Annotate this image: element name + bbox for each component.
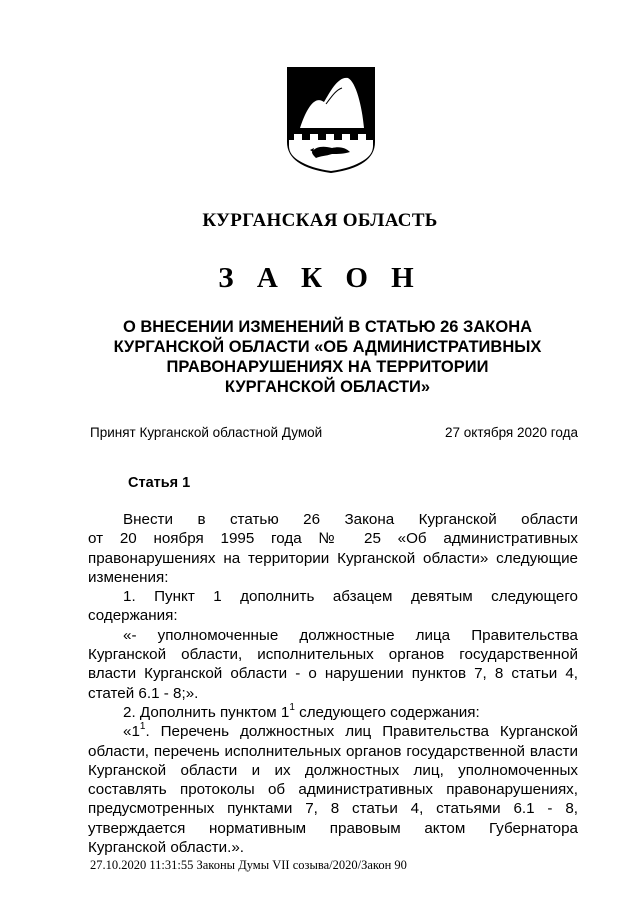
article-heading: Статья 1: [128, 475, 191, 491]
footer-stamp: 27.10.2020 11:31:55 Законы Думы VII созыва/2020/Закон 90: [90, 858, 407, 872]
paragraph-line: [88, 722, 578, 741]
law-title-line: КУРГАНСКОЙ ОБЛАСТИ «ОБ АДМИНИСТРАТИВНЫХ: [113, 338, 542, 356]
superscript: 1: [289, 701, 295, 713]
adopting-body: Принят Курганской областной Думой: [90, 425, 323, 440]
text-segment: 2. Дополнить пунктом 1: [123, 703, 290, 721]
region-name: КУРГАНСКАЯ ОБЛАСТЬ: [202, 210, 438, 231]
paragraph-line: утверждается нормативным правовым актом Губернатора: [88, 819, 578, 837]
law-title-line: О ВНЕСЕНИИ ИЗМЕНЕНИЙ В СТАТЬЮ 26 ЗАКОНА: [122, 318, 533, 336]
paragraph-line: Внести в статью 26 Закона Курганской области: [123, 511, 578, 528]
paragraph-line: от 20 ноября 1995 года № 25 «Об административных: [88, 530, 578, 548]
paragraph-line: 1. Пункт 1 дополнить абзацем девятым следующего: [123, 588, 578, 606]
paragraph-line: содержания:: [88, 607, 178, 625]
paragraph-line: составлять протоколы об административных правонарушениях,: [88, 781, 578, 799]
paragraph-line: [88, 703, 578, 722]
paragraph-line: статей 6.1 - 8;».: [88, 684, 199, 702]
adoption-line: [90, 425, 578, 440]
law-title-line: КУРГАНСКОЙ ОБЛАСТИ»: [224, 378, 431, 396]
paragraph-line: предусмотренных пунктами 7, 8 статьи 4, статьями 6.1 - 8,: [88, 800, 578, 818]
adoption-date: 27 октября 2020 года: [445, 425, 578, 440]
text-segment: . Перечень должностных лиц Правительства Курганской: [145, 723, 578, 741]
article-body: [88, 510, 578, 857]
paragraph-line: изменения:: [88, 568, 169, 586]
paragraph-line: Курганской области, исполнительных органов государственной: [88, 646, 578, 664]
text-segment: следующего содержания:: [294, 703, 480, 721]
paragraph-line: Курганской области и их должностных лиц, уполномоченных: [88, 761, 578, 779]
paragraph-line: «- уполномоченные должностные лица Правительства: [123, 626, 578, 644]
paragraph-line: власти Курганской области - о нарушении пунктов 7, 8 статьи 4,: [88, 665, 578, 683]
text-segment: «1: [123, 723, 140, 741]
paragraph-line: области, перечень исполнительных органов государственной власти: [88, 742, 578, 760]
coat-of-arms-icon: [286, 66, 376, 174]
law-title-line: ПРАВОНАРУШЕНИЯХ НА ТЕРРИТОРИИ: [166, 358, 489, 376]
paragraph-line: правонарушениях на территории Курганской области» следующие: [88, 549, 578, 567]
paragraph-line: Курганской области.».: [88, 839, 245, 857]
document-type: З А К О Н: [218, 262, 422, 294]
superscript: 1: [139, 721, 146, 733]
law-title: [95, 317, 560, 397]
